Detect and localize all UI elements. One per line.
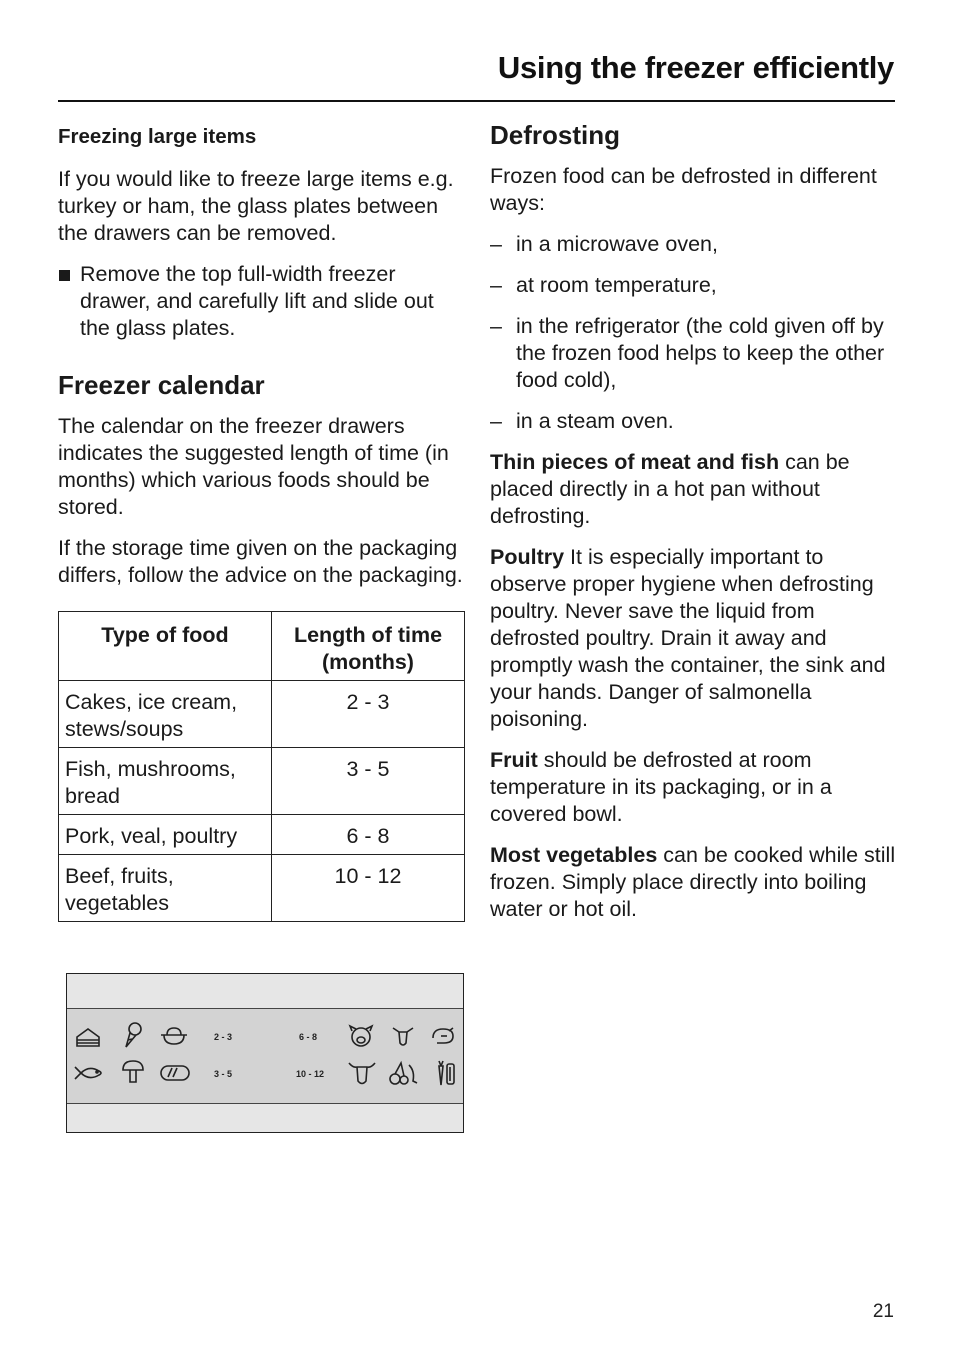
large-items-paragraph: If you would like to freeze large items e.g. turkey or ham, the glass plates between the drawers can be removed. — [58, 167, 454, 245]
table-row — [59, 855, 465, 922]
page-header-title: Using the freezer efficiently — [497, 50, 894, 85]
dash-mark: – — [490, 232, 502, 256]
freezer-calendar-heading: Freezer calendar — [58, 370, 265, 400]
dash-mark: – — [490, 314, 502, 338]
fish-icon — [73, 1063, 105, 1083]
freezer-calendar-graphic — [66, 973, 464, 1133]
cow-icon — [347, 1059, 377, 1087]
food-cell: Pork, veal, poultry — [59, 815, 272, 855]
paragraph-lead: Thin pieces of meat and fish — [490, 450, 780, 474]
paragraph-lead: Poultry — [490, 545, 565, 569]
bullet-text: Remove the top full-width freezer drawer, and carefully lift and slide out the glass plates. — [80, 262, 434, 340]
storage-time-table — [58, 611, 465, 922]
large-items-bullet — [58, 261, 468, 342]
dash-mark: – — [490, 273, 502, 297]
paragraph-lead: Most vegetables — [490, 843, 658, 867]
paragraph-body: can be cooked while still frozen. Simply place directly into boiling water or hot oil. — [490, 843, 896, 921]
right-column — [490, 118, 900, 937]
bullet-square-icon — [59, 270, 70, 281]
table-row — [59, 815, 465, 855]
list-item — [490, 272, 900, 299]
bread-icon — [159, 1063, 191, 1083]
time-cell: 3 - 5 — [272, 748, 465, 815]
time-cell: 10 - 12 — [272, 855, 465, 922]
food-cell: Beef, fruits, vegetables — [59, 855, 272, 922]
defrosting-intro: Frozen food can be defrosted in different ways: — [490, 164, 877, 215]
list-item-text: in the refrigerator (the cold given off by the frozen food helps to keep the other food cold), — [516, 314, 885, 392]
list-item-text: at room temperature, — [516, 273, 717, 297]
list-item — [490, 408, 900, 435]
calf-icon — [389, 1023, 417, 1049]
list-item — [490, 231, 900, 258]
paragraph-body: can be placed directly in a hot pan without defrosting. — [490, 450, 850, 528]
dash-mark: – — [490, 409, 502, 433]
list-item — [490, 313, 900, 394]
left-column — [58, 118, 468, 922]
paragraph-body: It is especially important to observe proper hygiene when defrosting poultry. Never save the liquid from defrosted poultry. Drain it away and promptly wash the container, the sink and your hands. Danger of salmonella poisoning. — [490, 545, 886, 731]
time-cell: 2 - 3 — [272, 681, 465, 748]
chicken-icon — [429, 1024, 457, 1048]
calendar-band — [67, 1008, 463, 1104]
vegetables-icon — [431, 1058, 459, 1088]
column-header-time: Length of time (months) — [272, 612, 465, 681]
pig-icon — [347, 1023, 375, 1049]
ice-cream-icon — [121, 1021, 145, 1049]
calendar-paragraph-1: The calendar on the freezer drawers indicates the suggested length of time (in months) which various foods should be stored. — [58, 414, 449, 519]
fruit-paragraph — [490, 747, 900, 828]
pot-icon — [159, 1025, 189, 1047]
calendar-paragraph-2: If the storage time given on the packaging differs, follow the advice on the packaging. — [58, 536, 463, 587]
label-10-12: 10 - 12 — [296, 1069, 325, 1079]
paragraph-lead: Fruit — [490, 748, 538, 772]
paragraph-body: should be defrosted at room temperature in its packaging, or in a covered bowl. — [490, 748, 832, 826]
mushroom-icon — [121, 1059, 145, 1085]
large-items-heading: Freezing large items — [58, 125, 257, 148]
food-cell: Cakes, ice cream, stews/soups — [59, 681, 272, 748]
food-cell: Fish, mushrooms, bread — [59, 748, 272, 815]
defrosting-heading: Defrosting — [490, 120, 620, 150]
label-6-8: 6 - 8 — [299, 1032, 318, 1042]
time-cell: 6 - 8 — [272, 815, 465, 855]
vegetables-paragraph — [490, 842, 900, 923]
list-item-text: in a microwave oven, — [516, 232, 718, 256]
meat-fish-paragraph — [490, 449, 900, 530]
table-header-row — [59, 612, 465, 681]
table-row — [59, 748, 465, 815]
cake-icon — [74, 1025, 102, 1049]
label-2-3: 2 - 3 — [214, 1032, 233, 1042]
table-row — [59, 681, 465, 748]
list-item-text: in a steam oven. — [516, 409, 674, 433]
poultry-paragraph — [490, 544, 900, 733]
header-rule — [58, 100, 895, 102]
fruit-icon — [387, 1059, 419, 1087]
page-number: 21 — [872, 1301, 894, 1322]
column-header-food: Type of food — [59, 612, 272, 681]
label-3-5: 3 - 5 — [214, 1069, 233, 1079]
